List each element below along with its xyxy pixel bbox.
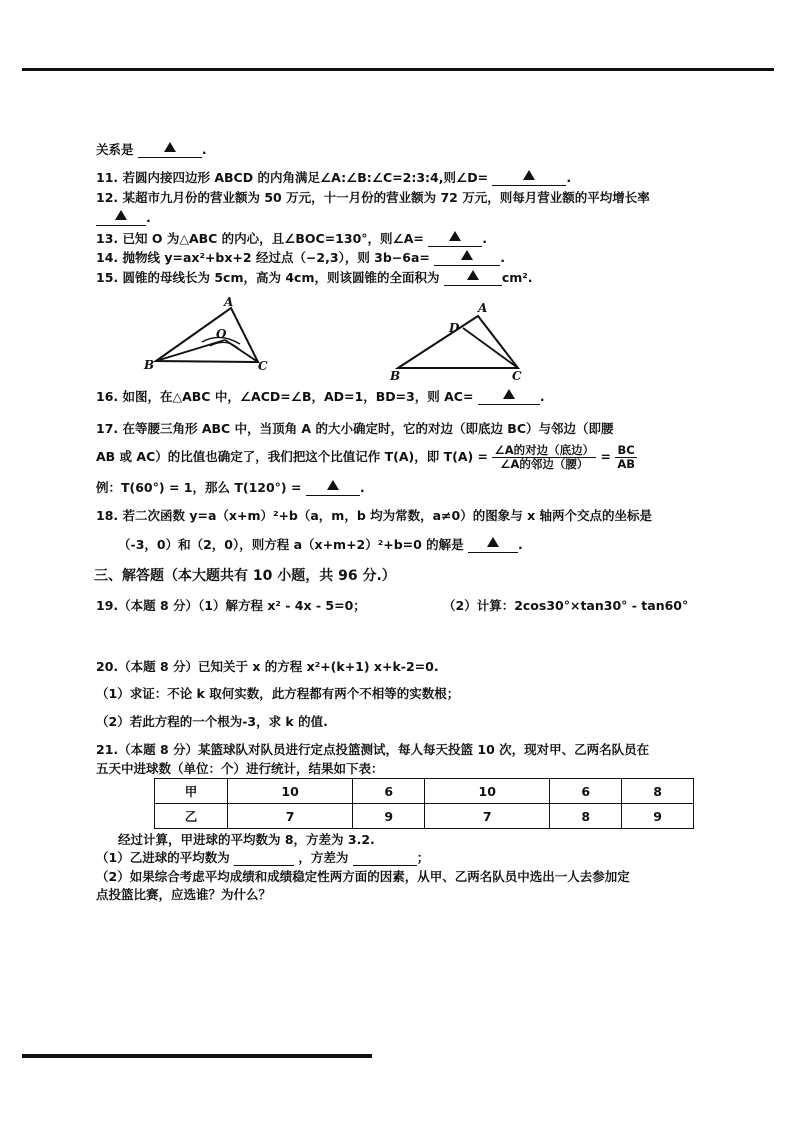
segment-cd bbox=[463, 328, 518, 368]
question-14: 14. 抛物线 y=ax²+bx+2 经过点（−2,3），则 3b−6a= . bbox=[96, 250, 506, 265]
question-19-part2: （2）计算：2cos30°×tan30° - tan60° bbox=[443, 598, 689, 613]
table-cell: 9 bbox=[353, 804, 425, 829]
table-cell: 10 bbox=[228, 779, 353, 804]
table-cell: 9 bbox=[622, 804, 694, 829]
question-16: 16. 如图，在△ABC 中，∠ACD=∠B，AD=1，BD=3，则 AC= . bbox=[96, 389, 545, 404]
table-cell: 7 bbox=[228, 804, 353, 829]
triangle-marker-icon bbox=[523, 170, 535, 180]
answer-blank[interactable] bbox=[428, 231, 482, 247]
answer-blank[interactable] bbox=[306, 480, 360, 496]
triangle-abc bbox=[156, 308, 258, 362]
question-21-given: 经过计算，甲进球的平均数为 8，方差为 3.2. bbox=[118, 832, 375, 847]
table-row bbox=[155, 804, 694, 829]
question-11: 11. 若圆内接四边形 ABCD 的内角满足∠A:∠B:∠C=2:3:4,则∠D= . bbox=[96, 170, 572, 185]
label-c: C bbox=[258, 359, 268, 373]
triangle-marker-icon bbox=[487, 537, 499, 547]
table-cell: 6 bbox=[550, 779, 622, 804]
table-cell: 6 bbox=[353, 779, 425, 804]
question-12-answer-line: . bbox=[96, 210, 151, 226]
variance-answer-blank[interactable] bbox=[353, 850, 417, 866]
label-a: A bbox=[478, 301, 488, 315]
question-21-part2: （2）如果综合考虑平均成绩和成绩稳定性两方面的因素，从甲、乙两名队员中选出一人去参加定 bbox=[96, 869, 630, 884]
mean-answer-blank[interactable] bbox=[234, 850, 294, 866]
label-d: D bbox=[449, 321, 460, 335]
label-a: A bbox=[224, 295, 234, 309]
triangle-marker-icon bbox=[115, 210, 127, 220]
table-row bbox=[155, 779, 694, 804]
triangle-marker-icon bbox=[449, 231, 461, 241]
table-cell: 甲 bbox=[155, 779, 228, 804]
question-10-continuation: 关系是 . bbox=[96, 142, 207, 157]
bottom-rule bbox=[22, 1054, 372, 1058]
question-21-stem-cont: 五天中进球数（单位：个）进行统计，结果如下表： bbox=[96, 761, 384, 776]
question-18-line2: （-3，0）和（2，0），则方程 a（x+m+2）²+b=0 的解是 . bbox=[118, 537, 523, 552]
table-cell: 10 bbox=[425, 779, 550, 804]
question-20-part1: （1）求证：不论 k 取何实数，此方程都有两个不相等的实数根； bbox=[96, 686, 460, 701]
table-cell: 乙 bbox=[155, 804, 228, 829]
label-b: B bbox=[144, 358, 155, 372]
label-b: B bbox=[390, 369, 401, 383]
label-c: C bbox=[512, 369, 522, 383]
answer-blank[interactable] bbox=[444, 270, 502, 286]
table-cell: 8 bbox=[550, 804, 622, 829]
triangle-marker-icon bbox=[164, 142, 176, 152]
figure-similar-triangles bbox=[388, 300, 538, 382]
question-17-example: 例：T(60°) = 1，那么 T(120°) = . bbox=[96, 480, 365, 495]
triangle-marker-icon bbox=[467, 270, 479, 280]
question-20-part2: （2）若此方程的一个根为-3，求 k 的值. bbox=[96, 714, 328, 729]
question-21-stem: 21.（本题 8 分）某篮球队对队员进行定点投篮测试，每人每天投篮 10 次，现对甲、乙两名队员在 bbox=[96, 742, 650, 757]
question-13: 13. 已知 O 为△ABC 的内心，且∠BOC=130°，则∠A= . bbox=[96, 231, 487, 246]
fraction-bc-ab: $\frac{BC}{AB}$ bbox=[617, 443, 635, 471]
segment-bo bbox=[156, 340, 225, 361]
question-12: 12. 某超市九月份的营业额为 50 万元，十一月份的营业额为 72 万元，则每月营业额的平均增长率 bbox=[96, 190, 650, 205]
question-17-definition: AB 或 AC）的比值也确定了，我们把这个比值记作 T(A)，即 T(A) = $\frac{\text{∠A的对边（底边）}}{\text{∠A的邻边（腰）}}$ = $\frac{BC}{AB}$ bbox=[96, 443, 635, 471]
triangle-marker-icon bbox=[327, 480, 339, 490]
table-cell: 8 bbox=[622, 779, 694, 804]
question-20-stem: 20.（本题 8 分）已知关于 x 的方程 x²+(k+1) x+k-2=0. bbox=[96, 659, 439, 674]
answer-blank[interactable] bbox=[138, 142, 202, 158]
question-19-part1: 19.（本题 8 分）（1）解方程 x² - 4x - 5=0； bbox=[96, 598, 366, 613]
question-21-part2-cont: 点投篮比赛，应选谁？为什么？ bbox=[96, 887, 272, 902]
question-15: 15. 圆锥的母线长为 5cm，高为 4cm，则该圆锥的全面积为 cm². bbox=[96, 270, 533, 285]
answer-blank[interactable] bbox=[492, 170, 566, 186]
fraction-ratio-definition: $\frac{\text{∠A的对边（底边）}}{\text{∠A的邻边（腰）}}$ bbox=[494, 443, 595, 471]
question-18: 18. 若二次函数 y=a（x+m）²+b（a，m，b 均为常数，a≠0）的图象与 x 轴两个交点的坐标是 bbox=[96, 508, 652, 523]
answer-blank[interactable] bbox=[468, 537, 518, 553]
triangle-marker-icon bbox=[503, 389, 515, 399]
table-cell: 7 bbox=[425, 804, 550, 829]
answer-blank[interactable] bbox=[434, 250, 500, 266]
question-17: 17. 在等腰三角形 ABC 中，当顶角 A 的大小确定时，它的对边（即底边 BC）与邻边（即腰 bbox=[96, 421, 614, 436]
question-21-part1: （1）乙进球的平均数为 ，方差为 ； bbox=[96, 850, 430, 865]
figure-incenter-triangle bbox=[140, 296, 280, 376]
label-o: O bbox=[216, 327, 227, 341]
scores-table bbox=[154, 778, 694, 829]
section-3-title: 三、解答题（本大题共有 10 小题，共 96 分.） bbox=[94, 568, 396, 584]
triangle-marker-icon bbox=[461, 250, 473, 260]
answer-blank[interactable] bbox=[478, 389, 540, 405]
answer-blank[interactable] bbox=[96, 210, 146, 226]
top-rule bbox=[22, 68, 774, 71]
